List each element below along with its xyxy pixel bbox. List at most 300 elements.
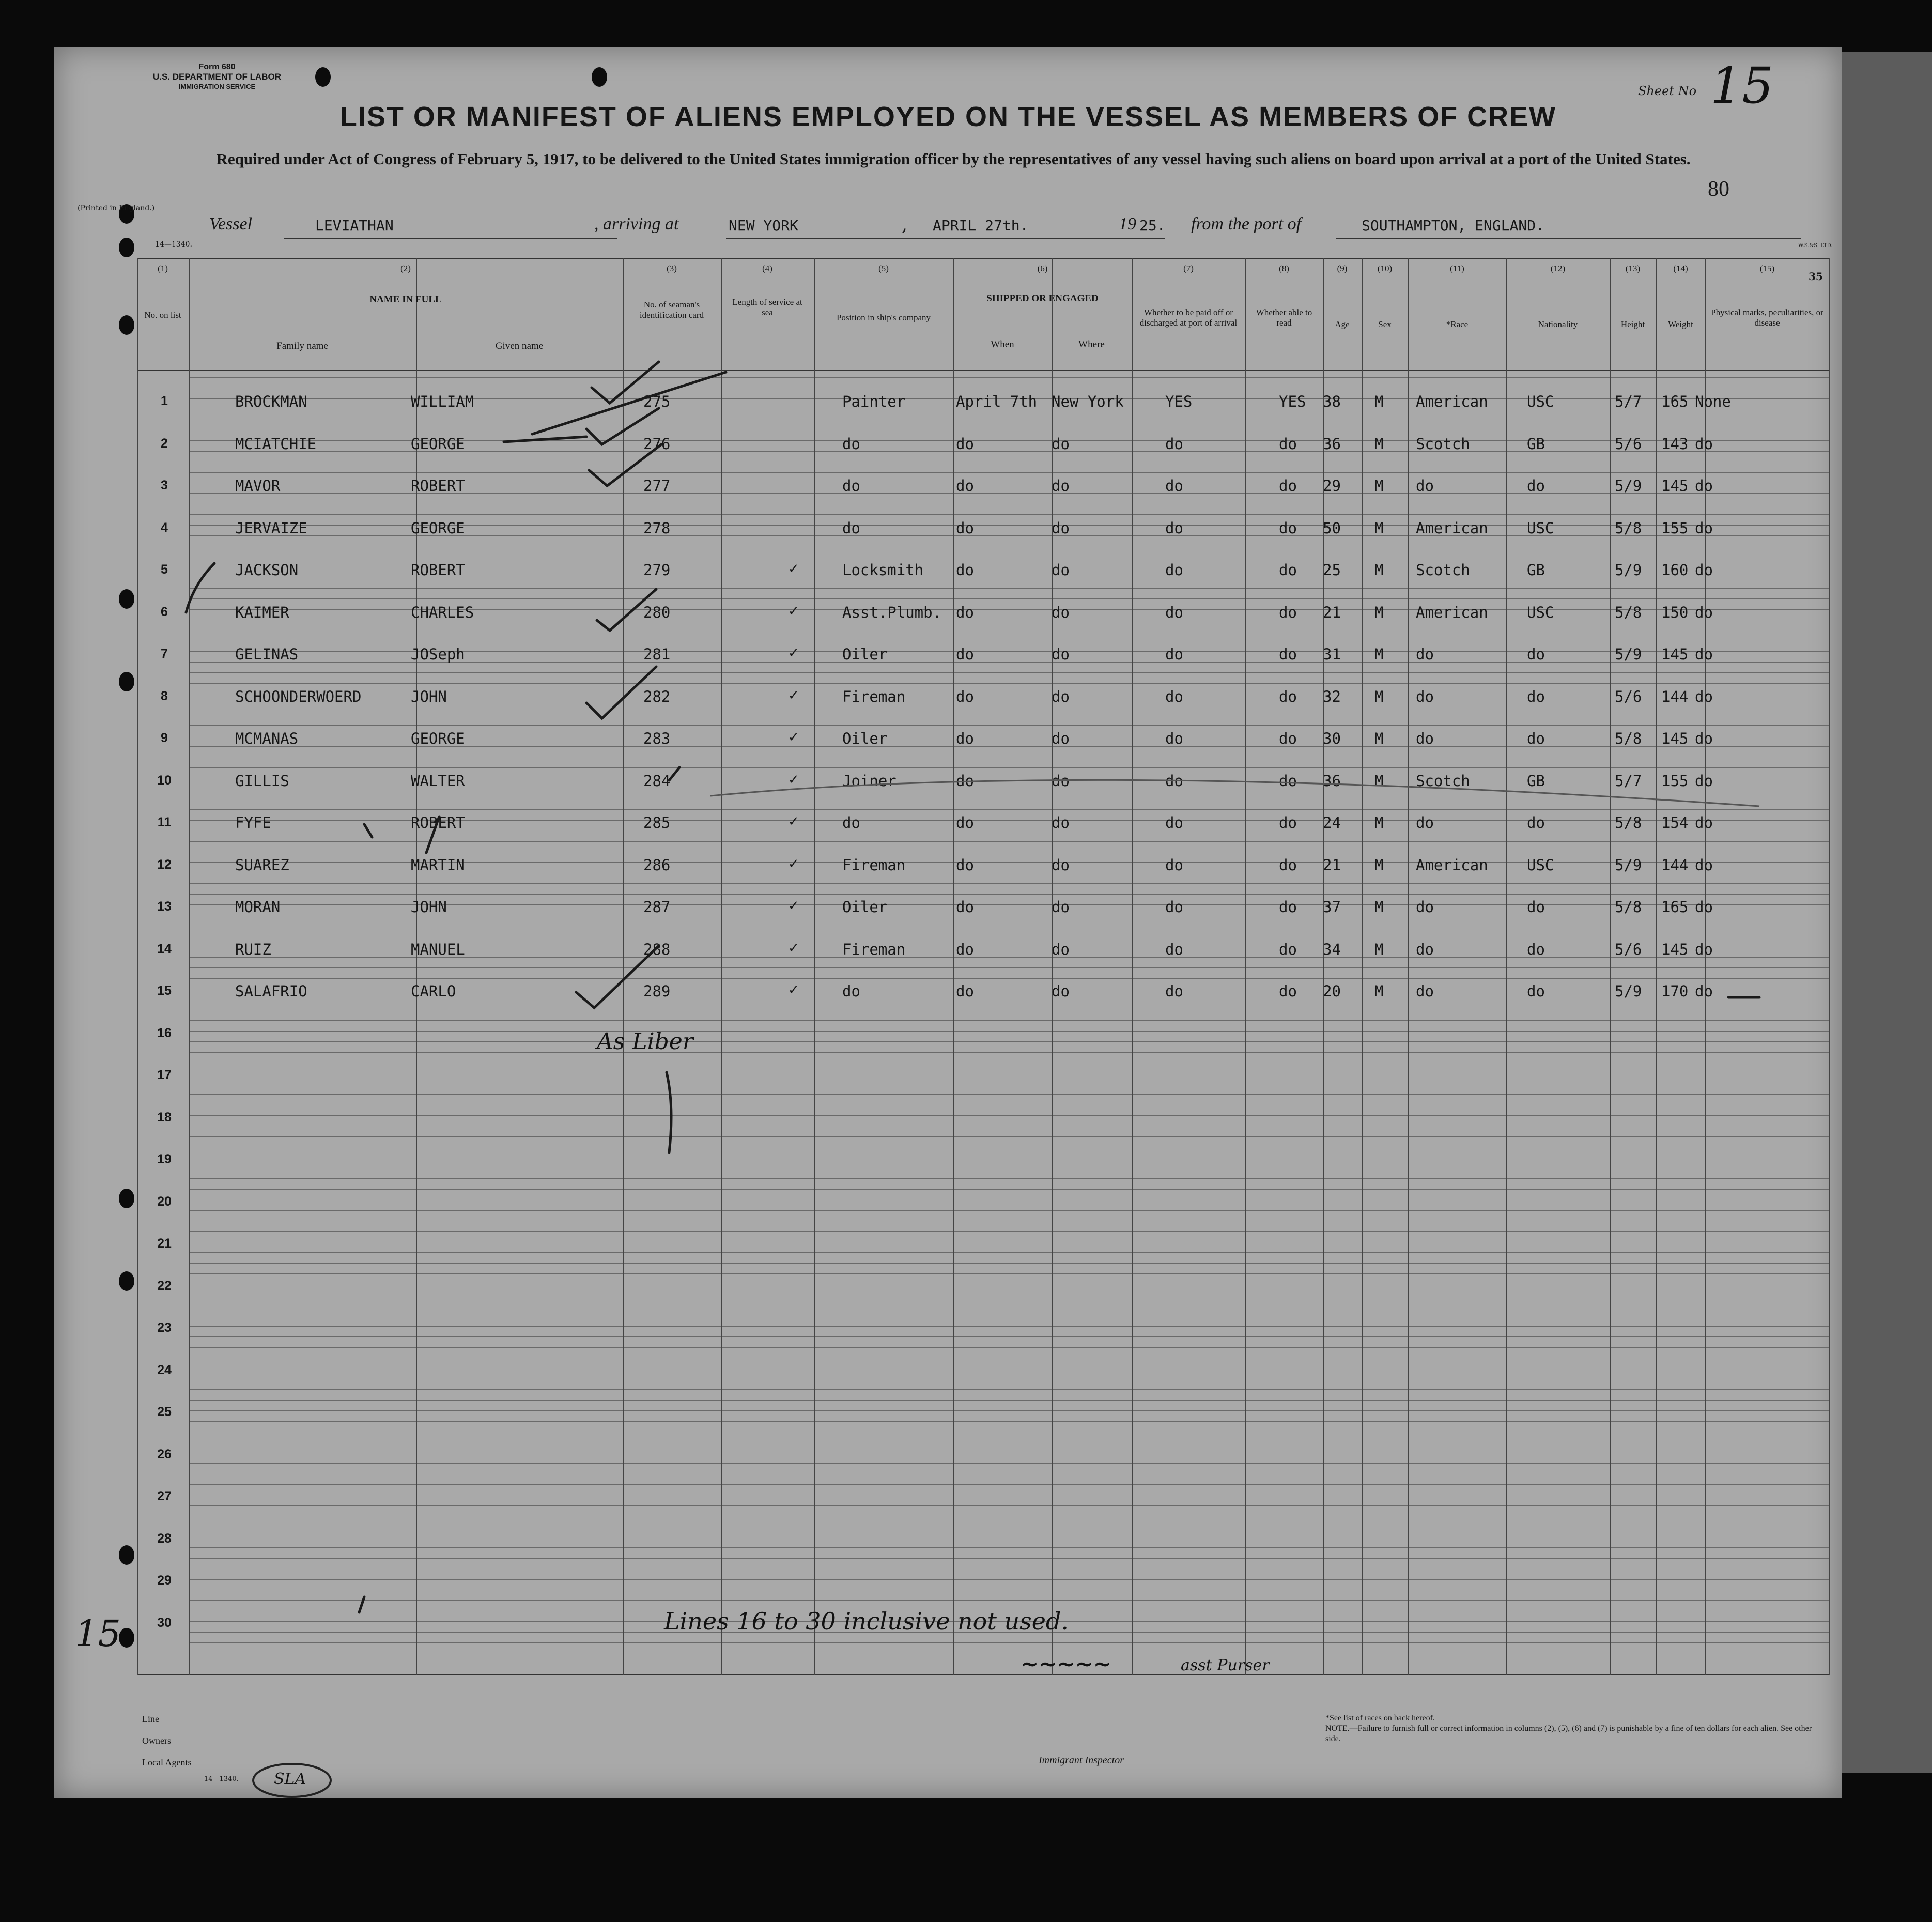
row-number: 5 xyxy=(161,562,168,577)
col-number: (10) xyxy=(1377,264,1393,273)
cell-sex: M xyxy=(1374,856,1384,874)
cell-weight: 144 xyxy=(1661,856,1689,874)
cell-nationality: GB xyxy=(1527,561,1545,579)
cell-where: New York xyxy=(1052,393,1124,410)
sheet-label: Sheet No xyxy=(1638,84,1697,98)
header-id-card: No. of seaman's identification card xyxy=(639,300,704,320)
cell-given: WALTER xyxy=(411,772,465,790)
cell-marks: do xyxy=(1695,940,1713,958)
cell-sex: M xyxy=(1374,603,1384,621)
fine-note: NOTE.—Failure to furnish full or correct information in columns (2), (5), (6) and (7) is punishable by a fine of ten dollars for each alien. See other side. xyxy=(1325,1724,1812,1743)
cell-length: ✓ xyxy=(788,645,799,661)
cell-length: ✓ xyxy=(788,561,799,577)
cell-nationality: do xyxy=(1527,730,1545,747)
col-number: (15) xyxy=(1759,264,1775,273)
cell-race: do xyxy=(1416,477,1434,495)
cell-where: do xyxy=(1052,982,1070,1000)
cell-sex: M xyxy=(1374,561,1384,579)
departure-port: SOUTHAMPTON, ENGLAND. xyxy=(1362,217,1545,234)
cell-family: GELINAS xyxy=(235,645,299,663)
cell-read: do xyxy=(1279,856,1297,874)
cell-paid: do xyxy=(1165,561,1183,579)
cell-race: do xyxy=(1416,687,1434,705)
cell-card: 286 xyxy=(643,856,671,874)
cell-card: 280 xyxy=(643,603,671,621)
row-number: 12 xyxy=(157,857,172,872)
cell-nationality: do xyxy=(1527,645,1545,663)
cell-where: do xyxy=(1052,898,1070,916)
cell-when: do xyxy=(956,687,974,705)
cell-family: GILLIS xyxy=(235,772,289,790)
cell-given: ROBERT xyxy=(411,477,465,495)
row-number: 13 xyxy=(157,899,172,914)
cell-family: JERVAIZE xyxy=(235,519,307,537)
footer-notes xyxy=(1325,1713,1821,1744)
cell-when: do xyxy=(956,645,974,663)
cell-paid: do xyxy=(1165,772,1183,790)
row-number: 8 xyxy=(161,688,168,703)
cell-weight: 145 xyxy=(1661,730,1689,747)
row-number: 28 xyxy=(157,1531,172,1546)
cell-race: Scotch xyxy=(1416,561,1470,579)
footer-owners: Owners xyxy=(142,1735,171,1746)
cell-age: 25 xyxy=(1323,561,1341,579)
cell-marks: do xyxy=(1695,687,1713,705)
cell-position: Joiner xyxy=(842,772,897,790)
cell-paid: do xyxy=(1165,814,1183,832)
cell-card: 288 xyxy=(643,940,671,958)
cell-paid: do xyxy=(1165,603,1183,621)
cell-family: SUAREZ xyxy=(235,856,289,874)
cell-height: 5/9 xyxy=(1615,477,1642,495)
cell-when: April 7th xyxy=(956,393,1038,410)
cell-position: do xyxy=(842,519,860,537)
cell-family: SCHOONDERWOERD xyxy=(235,687,362,705)
arrival-port: NEW YORK xyxy=(729,217,798,234)
row-number: 17 xyxy=(157,1068,172,1082)
cell-card: 282 xyxy=(643,687,671,705)
cell-when: do xyxy=(956,982,974,1000)
cell-marks: do xyxy=(1695,435,1713,453)
vessel-label: Vessel xyxy=(209,214,253,234)
cell-sex: M xyxy=(1374,477,1384,495)
cell-weight: 170 xyxy=(1661,982,1689,1000)
cell-read: do xyxy=(1279,940,1297,958)
row-number: 10 xyxy=(157,773,172,788)
cell-position: Fireman xyxy=(842,856,906,874)
cell-weight: 145 xyxy=(1661,645,1689,663)
cell-position: Fireman xyxy=(842,687,906,705)
purser-signature: ~~~~~ xyxy=(1021,1651,1111,1677)
cell-age: 36 xyxy=(1323,772,1341,790)
cell-paid: do xyxy=(1165,687,1183,705)
cell-race: do xyxy=(1416,730,1434,747)
row-number: 9 xyxy=(161,731,168,745)
cell-height: 5/8 xyxy=(1615,519,1642,537)
row-number: 22 xyxy=(157,1278,172,1293)
cell-height: 5/7 xyxy=(1615,393,1642,410)
cell-age: 31 xyxy=(1323,645,1341,663)
cell-race: Scotch xyxy=(1416,435,1470,453)
cell-sex: M xyxy=(1374,898,1384,916)
cell-given: GEORGE xyxy=(411,435,465,453)
pen-stroke xyxy=(667,1072,671,1152)
cell-marks: do xyxy=(1695,519,1713,537)
cell-age: 21 xyxy=(1323,603,1341,621)
cell-weight: 155 xyxy=(1661,772,1689,790)
col-number: (9) xyxy=(1337,264,1348,273)
pen-stroke xyxy=(504,437,586,442)
cell-read: do xyxy=(1279,982,1297,1000)
cell-card: 287 xyxy=(643,898,671,916)
cell-given: JOHN xyxy=(411,687,447,705)
cell-position: Oiler xyxy=(842,645,888,663)
form-code-top: 14—1340. xyxy=(155,240,192,249)
cell-card: 283 xyxy=(643,730,671,747)
cell-marks: do xyxy=(1695,561,1713,579)
cell-weight: 150 xyxy=(1661,603,1689,621)
cell-age: 21 xyxy=(1323,856,1341,874)
arrival-date: APRIL 27th. xyxy=(933,217,1029,234)
cell-paid: do xyxy=(1165,435,1183,453)
cell-nationality: do xyxy=(1527,687,1545,705)
cell-family: FYFE xyxy=(235,814,271,832)
row-number: 1 xyxy=(161,394,168,408)
header-name-in-full: NAME IN FULL xyxy=(369,294,442,305)
stamp-80: 80 xyxy=(1708,177,1729,201)
cell-nationality: USC xyxy=(1527,603,1554,621)
col-number: (5) xyxy=(878,264,889,273)
cell-card: 277 xyxy=(643,477,671,495)
vessel-name: LEVIATHAN xyxy=(315,217,394,234)
pen-stroke xyxy=(532,372,726,434)
col-number: (11) xyxy=(1450,264,1464,273)
cell-card: 279 xyxy=(643,561,671,579)
cell-age: 29 xyxy=(1323,477,1341,495)
cell-height: 5/7 xyxy=(1615,772,1642,790)
checker-initials: As Liber xyxy=(597,1028,693,1055)
printer-code: W.S.&S. LTD. xyxy=(1798,243,1833,249)
cell-given: CHARLES xyxy=(411,603,474,621)
department-name: U.S. DEPARTMENT OF LABOR xyxy=(152,72,282,82)
cell-given: ROBERT xyxy=(411,814,465,832)
row-number: 21 xyxy=(157,1236,172,1251)
cell-position: Painter xyxy=(842,393,906,410)
cell-age: 32 xyxy=(1323,687,1341,705)
row-number: 3 xyxy=(161,478,168,493)
row-number: 24 xyxy=(157,1362,172,1377)
cell-sex: M xyxy=(1374,645,1384,663)
cell-height: 5/6 xyxy=(1615,435,1642,453)
cell-position: do xyxy=(842,982,860,1000)
cell-position: do xyxy=(842,435,860,453)
cell-length: ✓ xyxy=(788,772,799,788)
header-race: *Race xyxy=(1446,319,1469,329)
cell-sex: M xyxy=(1374,519,1384,537)
cell-given: JOHN xyxy=(411,898,447,916)
cell-family: MCIATCHIE xyxy=(235,435,317,453)
cell-age: 34 xyxy=(1323,940,1341,958)
cell-when: do xyxy=(956,940,974,958)
cell-weight: 145 xyxy=(1661,477,1689,495)
cell-marks: do xyxy=(1695,772,1713,790)
cell-given: MANUEL xyxy=(411,940,465,958)
header-nationality: Nationality xyxy=(1538,319,1578,329)
cell-marks: do xyxy=(1695,982,1713,1000)
check-mark xyxy=(589,444,661,486)
header-weight: Weight xyxy=(1668,319,1693,329)
cell-where: do xyxy=(1052,645,1070,663)
col-number: (7) xyxy=(1183,264,1194,273)
cell-read: do xyxy=(1279,561,1297,579)
header-physical-marks: Physical marks, peculiarities, or disease xyxy=(1711,307,1823,328)
cell-when: do xyxy=(956,730,974,747)
cell-nationality: do xyxy=(1527,814,1545,832)
cell-when: do xyxy=(956,603,974,621)
cell-height: 5/8 xyxy=(1615,730,1642,747)
cell-height: 5/8 xyxy=(1615,898,1642,916)
row-number: 25 xyxy=(157,1405,172,1419)
faint-stroke xyxy=(710,780,1759,806)
cell-read: do xyxy=(1279,519,1297,537)
cell-nationality: USC xyxy=(1527,519,1554,537)
cell-height: 5/8 xyxy=(1615,603,1642,621)
cell-where: do xyxy=(1052,477,1070,495)
cell-height: 5/9 xyxy=(1615,982,1642,1000)
col-number: (14) xyxy=(1673,264,1688,273)
pen-stroke xyxy=(669,767,679,780)
cell-where: do xyxy=(1052,856,1070,874)
cell-where: do xyxy=(1052,519,1070,537)
row-number: 7 xyxy=(161,647,168,661)
cell-nationality: do xyxy=(1527,898,1545,916)
cell-read: do xyxy=(1279,772,1297,790)
cell-weight: 165 xyxy=(1661,898,1689,916)
cell-card: 285 xyxy=(643,814,671,832)
cell-race: Scotch xyxy=(1416,772,1470,790)
row-number: 18 xyxy=(157,1110,172,1125)
cell-height: 5/8 xyxy=(1615,814,1642,832)
cell-weight: 145 xyxy=(1661,940,1689,958)
row-number: 6 xyxy=(161,604,168,619)
header-paid-off: Whether to be paid off or discharged at port of arrival xyxy=(1139,307,1238,328)
cell-given: MARTIN xyxy=(411,856,465,874)
cell-length: ✓ xyxy=(788,940,799,956)
cell-age: 20 xyxy=(1323,982,1341,1000)
cell-height: 5/9 xyxy=(1615,856,1642,874)
cell-nationality: USC xyxy=(1527,393,1554,410)
cell-family: RUIZ xyxy=(235,940,271,958)
cell-paid: do xyxy=(1165,645,1183,663)
row-number: 26 xyxy=(157,1447,172,1462)
cell-weight: 144 xyxy=(1661,687,1689,705)
printer-note: (Printed in England.) xyxy=(78,204,155,212)
cell-paid: YES xyxy=(1165,393,1193,410)
col-number: (6) xyxy=(1037,264,1048,273)
from-label: from the port of xyxy=(1191,214,1302,234)
cell-where: do xyxy=(1052,603,1070,621)
pen-stroke xyxy=(364,824,372,837)
cell-read: do xyxy=(1279,814,1297,832)
row-number: 19 xyxy=(157,1152,172,1166)
cell-marks: do xyxy=(1695,898,1713,916)
cell-sex: M xyxy=(1374,982,1384,1000)
cell-race: American xyxy=(1416,603,1488,621)
header-shipped: SHIPPED OR ENGAGED xyxy=(986,293,1099,304)
row-number: 2 xyxy=(161,436,168,451)
header-where: Where xyxy=(1078,339,1105,350)
row-number: 11 xyxy=(157,815,172,829)
cell-length: ✓ xyxy=(788,982,799,998)
cell-sex: M xyxy=(1374,393,1384,410)
cell-position: Asst.Plumb. xyxy=(842,603,942,621)
arrival-year: 25. xyxy=(1139,217,1166,234)
cell-paid: do xyxy=(1165,940,1183,958)
cell-age: 36 xyxy=(1323,435,1341,453)
cell-paid: do xyxy=(1165,477,1183,495)
cell-when: do xyxy=(956,561,974,579)
cell-where: do xyxy=(1052,730,1070,747)
cell-read: do xyxy=(1279,477,1297,495)
cell-race: do xyxy=(1416,814,1434,832)
cell-when: do xyxy=(956,814,974,832)
cell-given: CARLO xyxy=(411,982,456,1000)
lines-not-used-note: Lines 16 to 30 inclusive not used. xyxy=(664,1607,1069,1635)
sheet-number: 15 xyxy=(1710,57,1774,115)
pen-stroke xyxy=(186,563,214,612)
pen-stroke xyxy=(426,817,439,853)
cell-given: ROBERT xyxy=(411,561,465,579)
cell-race: do xyxy=(1416,645,1434,663)
cell-paid: do xyxy=(1165,898,1183,916)
date-comma: , xyxy=(902,214,907,235)
cell-paid: do xyxy=(1165,730,1183,747)
cell-position: do xyxy=(842,477,860,495)
row-number: 29 xyxy=(157,1573,172,1588)
cell-paid: do xyxy=(1165,519,1183,537)
cell-age: 38 xyxy=(1323,393,1341,410)
form-number: Form 680 xyxy=(198,63,236,71)
form-code-bottom: 14—1340. xyxy=(204,1775,239,1783)
cell-where: do xyxy=(1052,435,1070,453)
header-given-name: Given name xyxy=(495,341,544,351)
cell-sex: M xyxy=(1374,435,1384,453)
stamp-text: SLA xyxy=(274,1770,306,1788)
header-able-read: Whether able to read xyxy=(1256,307,1312,328)
cell-read: do xyxy=(1279,645,1297,663)
cell-read: do xyxy=(1279,603,1297,621)
cell-weight: 143 xyxy=(1661,435,1689,453)
cell-where: do xyxy=(1052,561,1070,579)
cell-paid: do xyxy=(1165,982,1183,1000)
races-note: *See list of races on back hereof. xyxy=(1325,1714,1435,1723)
cell-given: JOSeph xyxy=(411,645,465,663)
year-prefix: 19 xyxy=(1119,214,1136,234)
cell-length: ✓ xyxy=(788,856,799,872)
cell-age: 50 xyxy=(1323,519,1341,537)
cell-when: do xyxy=(956,519,974,537)
cell-weight: 154 xyxy=(1661,814,1689,832)
cell-nationality: do xyxy=(1527,477,1545,495)
cell-given: GEORGE xyxy=(411,519,465,537)
cell-age: 37 xyxy=(1323,898,1341,916)
cell-card: 281 xyxy=(643,645,671,663)
cell-nationality: do xyxy=(1527,982,1545,1000)
arriving-label: , arriving at xyxy=(594,214,679,234)
cell-where: do xyxy=(1052,687,1070,705)
cell-given: GEORGE xyxy=(411,730,465,747)
col-number: (3) xyxy=(667,264,677,273)
header-family-name: Family name xyxy=(276,341,328,351)
cell-race: American xyxy=(1416,393,1488,410)
cell-marks: do xyxy=(1695,477,1713,495)
cell-when: do xyxy=(956,898,974,916)
cell-read: YES xyxy=(1279,393,1306,410)
header-no-on-list: No. on list xyxy=(144,310,181,320)
col-number: (8) xyxy=(1279,264,1289,273)
cell-position: Oiler xyxy=(842,730,888,747)
cell-family: BROCKMAN xyxy=(235,393,307,410)
cell-nationality: do xyxy=(1527,940,1545,958)
cell-length: ✓ xyxy=(788,687,799,703)
manifest-title: LIST OR MANIFEST OF ALIENS EMPLOYED ON THE VESSEL AS MEMBERS OF CREW xyxy=(339,101,1557,132)
cell-race: American xyxy=(1416,519,1488,537)
cell-nationality: GB xyxy=(1527,772,1545,790)
cell-length: ✓ xyxy=(788,730,799,745)
cell-family: MORAN xyxy=(235,898,281,916)
row-number: 27 xyxy=(157,1489,172,1503)
cell-race: do xyxy=(1416,898,1434,916)
header-position: Position in ship's company xyxy=(836,313,931,322)
cell-read: do xyxy=(1279,898,1297,916)
cell-marks: None xyxy=(1695,393,1731,410)
row-number: 15 xyxy=(157,983,172,998)
cell-nationality: GB xyxy=(1527,435,1545,453)
cell-sex: M xyxy=(1374,730,1384,747)
header-height: Height xyxy=(1620,319,1645,329)
cut-column-number: 35 xyxy=(1809,270,1823,283)
service-name: IMMIGRATION SERVICE xyxy=(178,83,256,90)
row-number: 16 xyxy=(157,1025,172,1040)
footer-line: Line xyxy=(142,1714,159,1724)
cell-marks: do xyxy=(1695,603,1713,621)
pen-stroke xyxy=(359,1597,364,1612)
cell-race: do xyxy=(1416,940,1434,958)
header-sex: Sex xyxy=(1378,319,1392,329)
cell-length: ✓ xyxy=(788,603,799,619)
cell-family: SALAFRIO xyxy=(235,982,307,1000)
check-mark xyxy=(597,589,656,631)
row-number: 4 xyxy=(161,520,168,535)
cell-where: do xyxy=(1052,772,1070,790)
cell-family: JACKSON xyxy=(235,561,299,579)
cell-position: Oiler xyxy=(842,898,888,916)
margin-number: 15 xyxy=(75,1612,121,1655)
cell-marks: do xyxy=(1695,814,1713,832)
cell-height: 5/9 xyxy=(1615,561,1642,579)
cell-when: do xyxy=(956,856,974,874)
cell-card: 289 xyxy=(643,982,671,1000)
cell-marks: do xyxy=(1695,856,1713,874)
cell-where: do xyxy=(1052,814,1070,832)
cell-length: ✓ xyxy=(788,898,799,914)
cell-weight: 160 xyxy=(1661,561,1689,579)
cell-sex: M xyxy=(1374,814,1384,832)
row-number: 23 xyxy=(157,1320,172,1335)
cell-read: do xyxy=(1279,730,1297,747)
cell-height: 5/6 xyxy=(1615,687,1642,705)
row-number: 14 xyxy=(157,941,172,956)
